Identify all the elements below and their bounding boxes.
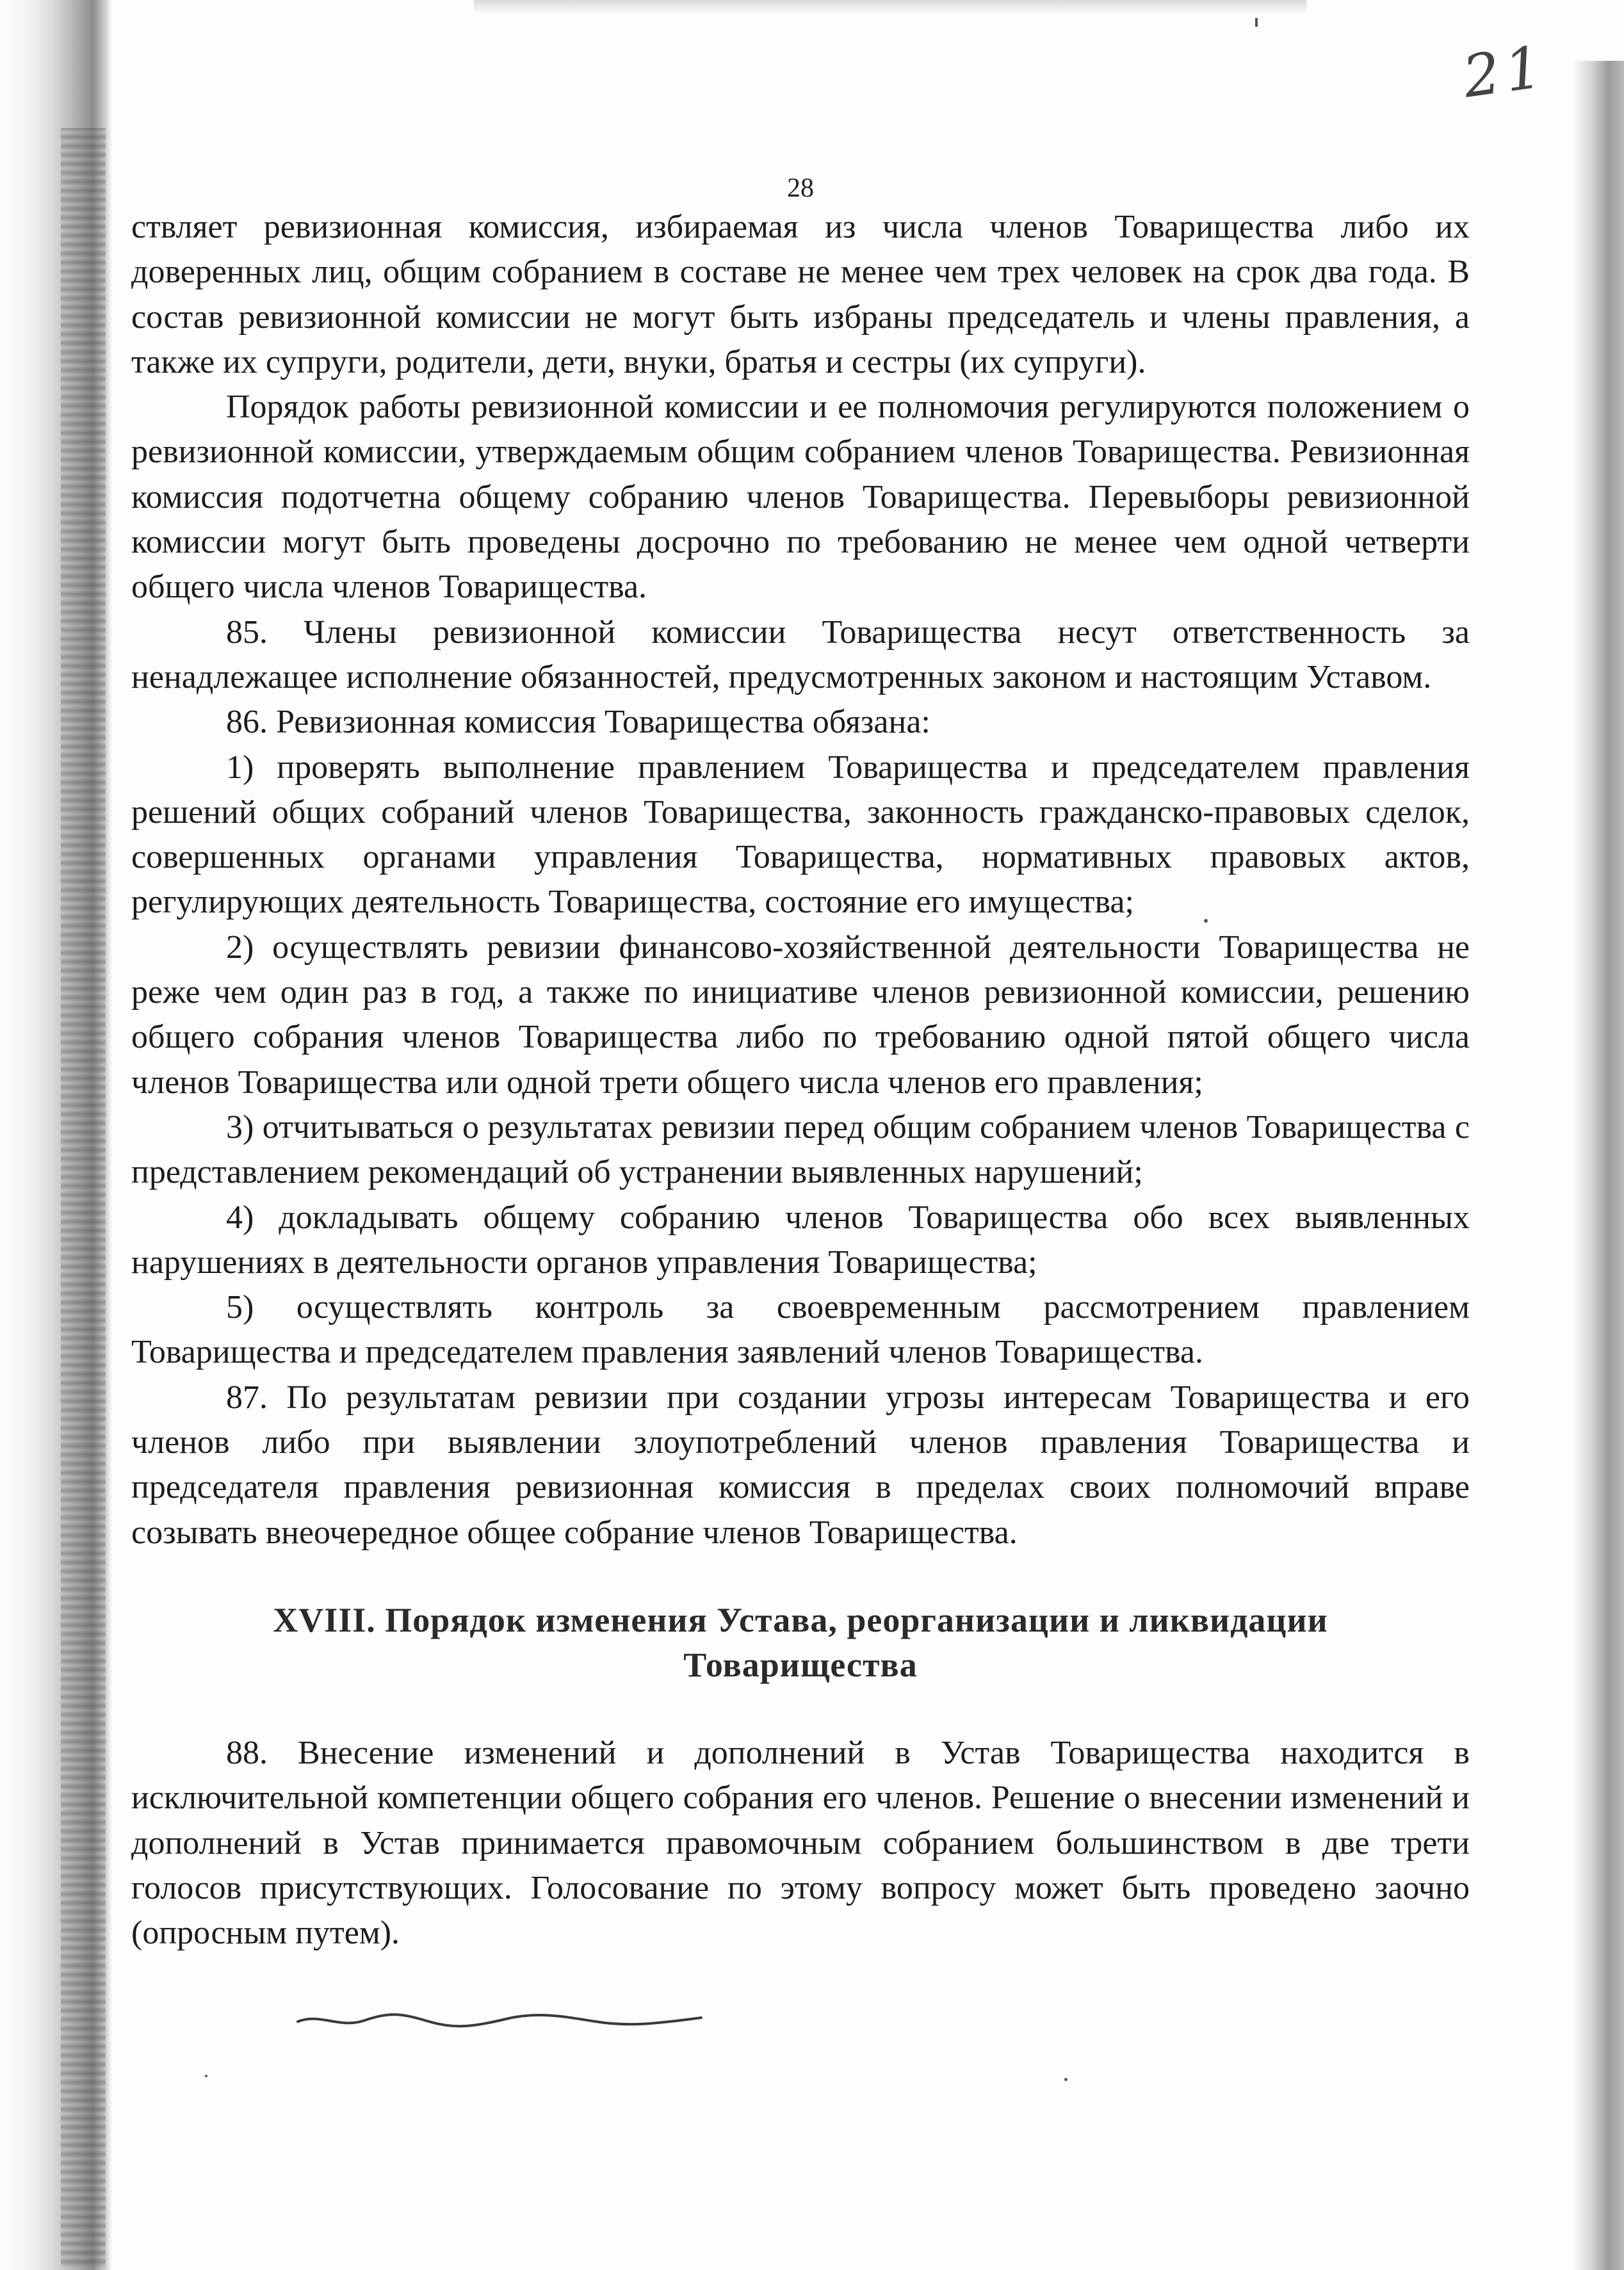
scan-speck xyxy=(205,2075,207,2077)
section-heading-line-2: Товарищества xyxy=(683,1645,918,1684)
paragraph-85: 85. Члены ревизионной комиссии Товарищества несут ответственность за ненадлежащее исполнение обязанностей, предусмотренных законом и настоящим Уставом. xyxy=(131,613,1470,695)
underline-squiggle xyxy=(295,2007,704,2033)
paragraph-88: 88. Внесение изменений и дополнений в Устав Товарищества находится в исключительной компетенции общего собрания его членов. Решение о внесении изменений и дополнений в Устав принимается правомочным собранием большинством в две трети голосов присутствующих. Голосование по этому вопросу может быть проведено заочно (опросным путем). xyxy=(131,1734,1470,1952)
paragraph-commission-procedure: Порядок работы ревизионной комиссии и ее полномочия регулируются положением о ревизионной комиссии, утверждаемым общим собранием членов Товарищества. Ревизионная комиссия подотчетна общему собранию членов Товарищества. Перевыборы ревизионной комиссии могут быть проведены досрочно по требованию не менее чем одной четверти общего числа членов Товарищества. xyxy=(131,389,1470,606)
paragraph-86: 86. Ревизионная комиссия Товарищества обязана: xyxy=(226,704,930,741)
page-number-top: 28 xyxy=(787,174,814,203)
list-item-2: 2) осуществлять ревизии финансово-хозяйственной деятельности Товарищества не реже чем один раз в год, а также по инициативе членов ревизионной комиссии, решению общего собрания членов Товарищества либо по требованию одной пятой общего числа членов Товарищества или одной трети общего числа членов его правления; xyxy=(131,928,1470,1101)
section-heading-line-1: XVIII. Порядок изменения Устава, реорганизации и ликвидации xyxy=(273,1600,1328,1639)
list-item-1: 1) проверять выполнение правлением Товарищества и председателем правления решений общих собраний членов Товарищества, законность гражданско-правовых сделок, совершенных органами управления Товарищества, нормативных правовых актов, регулирующих деятельность Товарищества, состояние его имущества; xyxy=(131,749,1470,921)
list-item-5: 5) осуществлять контроль за своевременным рассмотрением правлением Товарищества и председателем правления заявлений членов Товарищества. xyxy=(131,1289,1470,1371)
paragraph-continuation: ствляет ревизионная комиссия, избираемая из числа членов Товарищества либо их доверенных лиц, общим собранием в составе не менее чем трех человек на срок два года. В состав ревизионной комиссии не могут быть избраны председатель и члены правления, а также их супруги, родители, дети, внуки, братья и сестры (их супруги). xyxy=(131,209,1470,380)
section-heading xyxy=(131,1555,1470,1731)
document-body xyxy=(131,205,1470,1956)
top-scan-smudge xyxy=(474,0,1306,14)
scan-speck xyxy=(1064,2078,1068,2081)
scan-speck xyxy=(1204,919,1208,923)
scanner-edge-shadow xyxy=(1573,61,1624,2270)
binding-streaks xyxy=(61,128,106,2267)
list-item-3: 3) отчитываться о результатах ревизии перед общим собранием членов Товарищества с представлением рекомендаций об устранении выявленных нарушений; xyxy=(131,1108,1470,1191)
handwritten-sheet-number: 21 xyxy=(1459,33,1552,111)
scan-speck xyxy=(1255,18,1258,27)
list-item-4: 4) докладывать общему собранию членов Товарищества обо всех выявленных нарушениях в деятельности органов управления Товарищества; xyxy=(131,1199,1470,1281)
paragraph-87: 87. По результатам ревизии при создании угрозы интересам Товарищества и его членов либо при выявлении злоупотреблений членов правления Товарищества и председателя правления ревизионная комиссия в пределах своих полномочий вправе созывать внеочередное общее собрание членов Товарищества. xyxy=(131,1379,1470,1551)
